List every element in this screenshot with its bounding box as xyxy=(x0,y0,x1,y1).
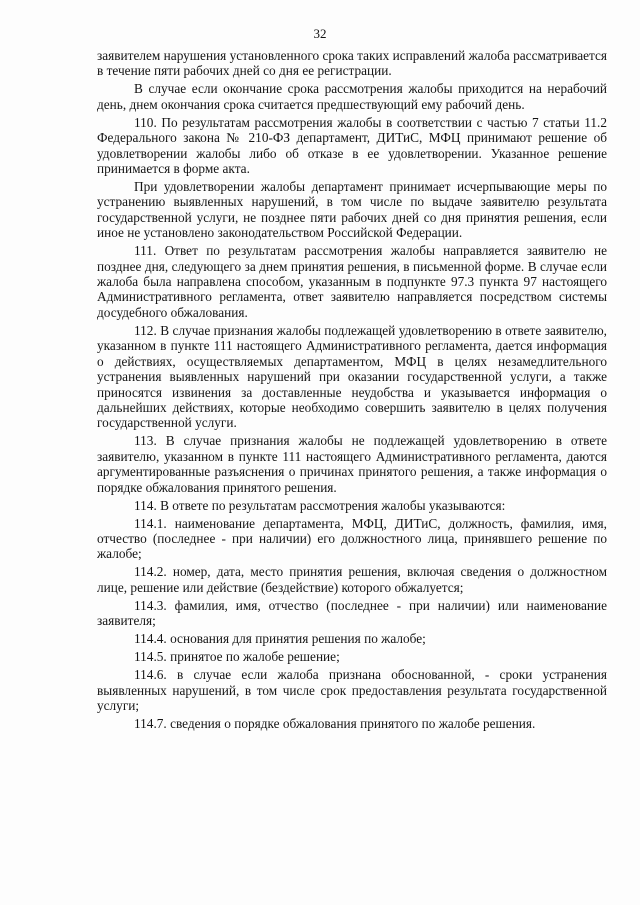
paragraph-111: 111. Ответ по результатам рассмотрения жалобы направляется заявителю не позднее дня, следующего за днем принятия решения, в письменной форме. В случае если жалоба была направлена способом, указанным в подпункте 97.3 пункта 97 настоящего Административного регламента, ответ заявителю направляется посредством системы досудебного обжалования. xyxy=(97,243,607,320)
paragraph-114-7: 114.7. сведения о порядке обжалования принятого по жалобе решения. xyxy=(134,715,536,731)
paragraph-112: 112. В случае признания жалобы подлежащей удовлетворению в ответе заявителю, указанном в пункте 111 настоящего Административного регламента, дается информация о действиях, осуществляемых департаментом, МФЦ в целях незамедлительного устранения выявленных нарушений при оказании государственной услуги, а также приносятся извинения за доставленные неудобства и указывается информация о дальнейших действиях, которые необходимо совершить заявителю в целях получения государственной услуги. xyxy=(97,322,607,431)
paragraph-113: 113. В случае признания жалобы не подлежащей удовлетворению в ответе заявителю, указанном в пункте 111 настоящего Административного регламента, даются аргументированные разъяснения о причинах принятого решения, а также информация о порядке обжалования принятого решения. xyxy=(97,433,607,495)
paragraph-114-5: 114.5. принятое по жалобе решение; xyxy=(134,649,340,665)
paragraph-114-4: 114.4. основания для принятия решения по жалобе; xyxy=(134,631,426,647)
paragraph-deadline-nonworking-day: В случае если окончание срока рассмотрения жалобы приходится на нерабочий день, днем окончания срока считается предшествующий ему рабочий день. xyxy=(97,81,607,112)
paragraph-114-3: 114.3. фамилия, имя, отчество (последнее - при наличии) или наименование заявителя; xyxy=(97,597,607,629)
paragraph-114-6: 114.6. в случае если жалоба признана обоснованной, - сроки устранения выявленных нарушений, в том числе срок предоставления результата государственной услуги; xyxy=(97,667,607,713)
document-body xyxy=(97,48,607,734)
paragraph-114-1: 114.1. наименование департамента, МФЦ, ДИТиС, должность, фамилия, имя, отчество (последнее - при наличии) его должностного лица, принявшего решение по жалобе; xyxy=(97,515,607,562)
paragraph-110-measures: При удовлетворении жалобы департамент принимает исчерпывающие меры по устранению выявленных нарушений, в том числе по выдаче заявителю результата государственной услуги, не позднее пяти рабочих дней со дня принятия решения, если иное не установлено законодательством Российской Федерации. xyxy=(97,179,607,241)
paragraph-continuation: заявителем нарушения установленного срока таких исправлений жалоба рассматривается в течение пяти рабочих дней со дня ее регистрации. xyxy=(97,48,607,79)
paragraph-110: 110. По результатам рассмотрения жалобы в соответствии с частью 7 статьи 11.2 Федерального закона № 210-ФЗ департамент, ДИТиС, МФЦ принимают решение об удовлетворении жалобы либо об отказе в ее удовлетворении. Указанное решение принимается в форме акта. xyxy=(97,114,607,177)
page-number: 32 xyxy=(313,26,327,41)
paragraph-114-2: 114.2. номер, дата, место принятия решения, включая сведения о должностном лице, решение или действие (бездействие) которого обжалуется; xyxy=(97,564,607,595)
paragraph-114: 114. В ответе по результатам рассмотрения жалобы указываются: xyxy=(134,497,506,513)
